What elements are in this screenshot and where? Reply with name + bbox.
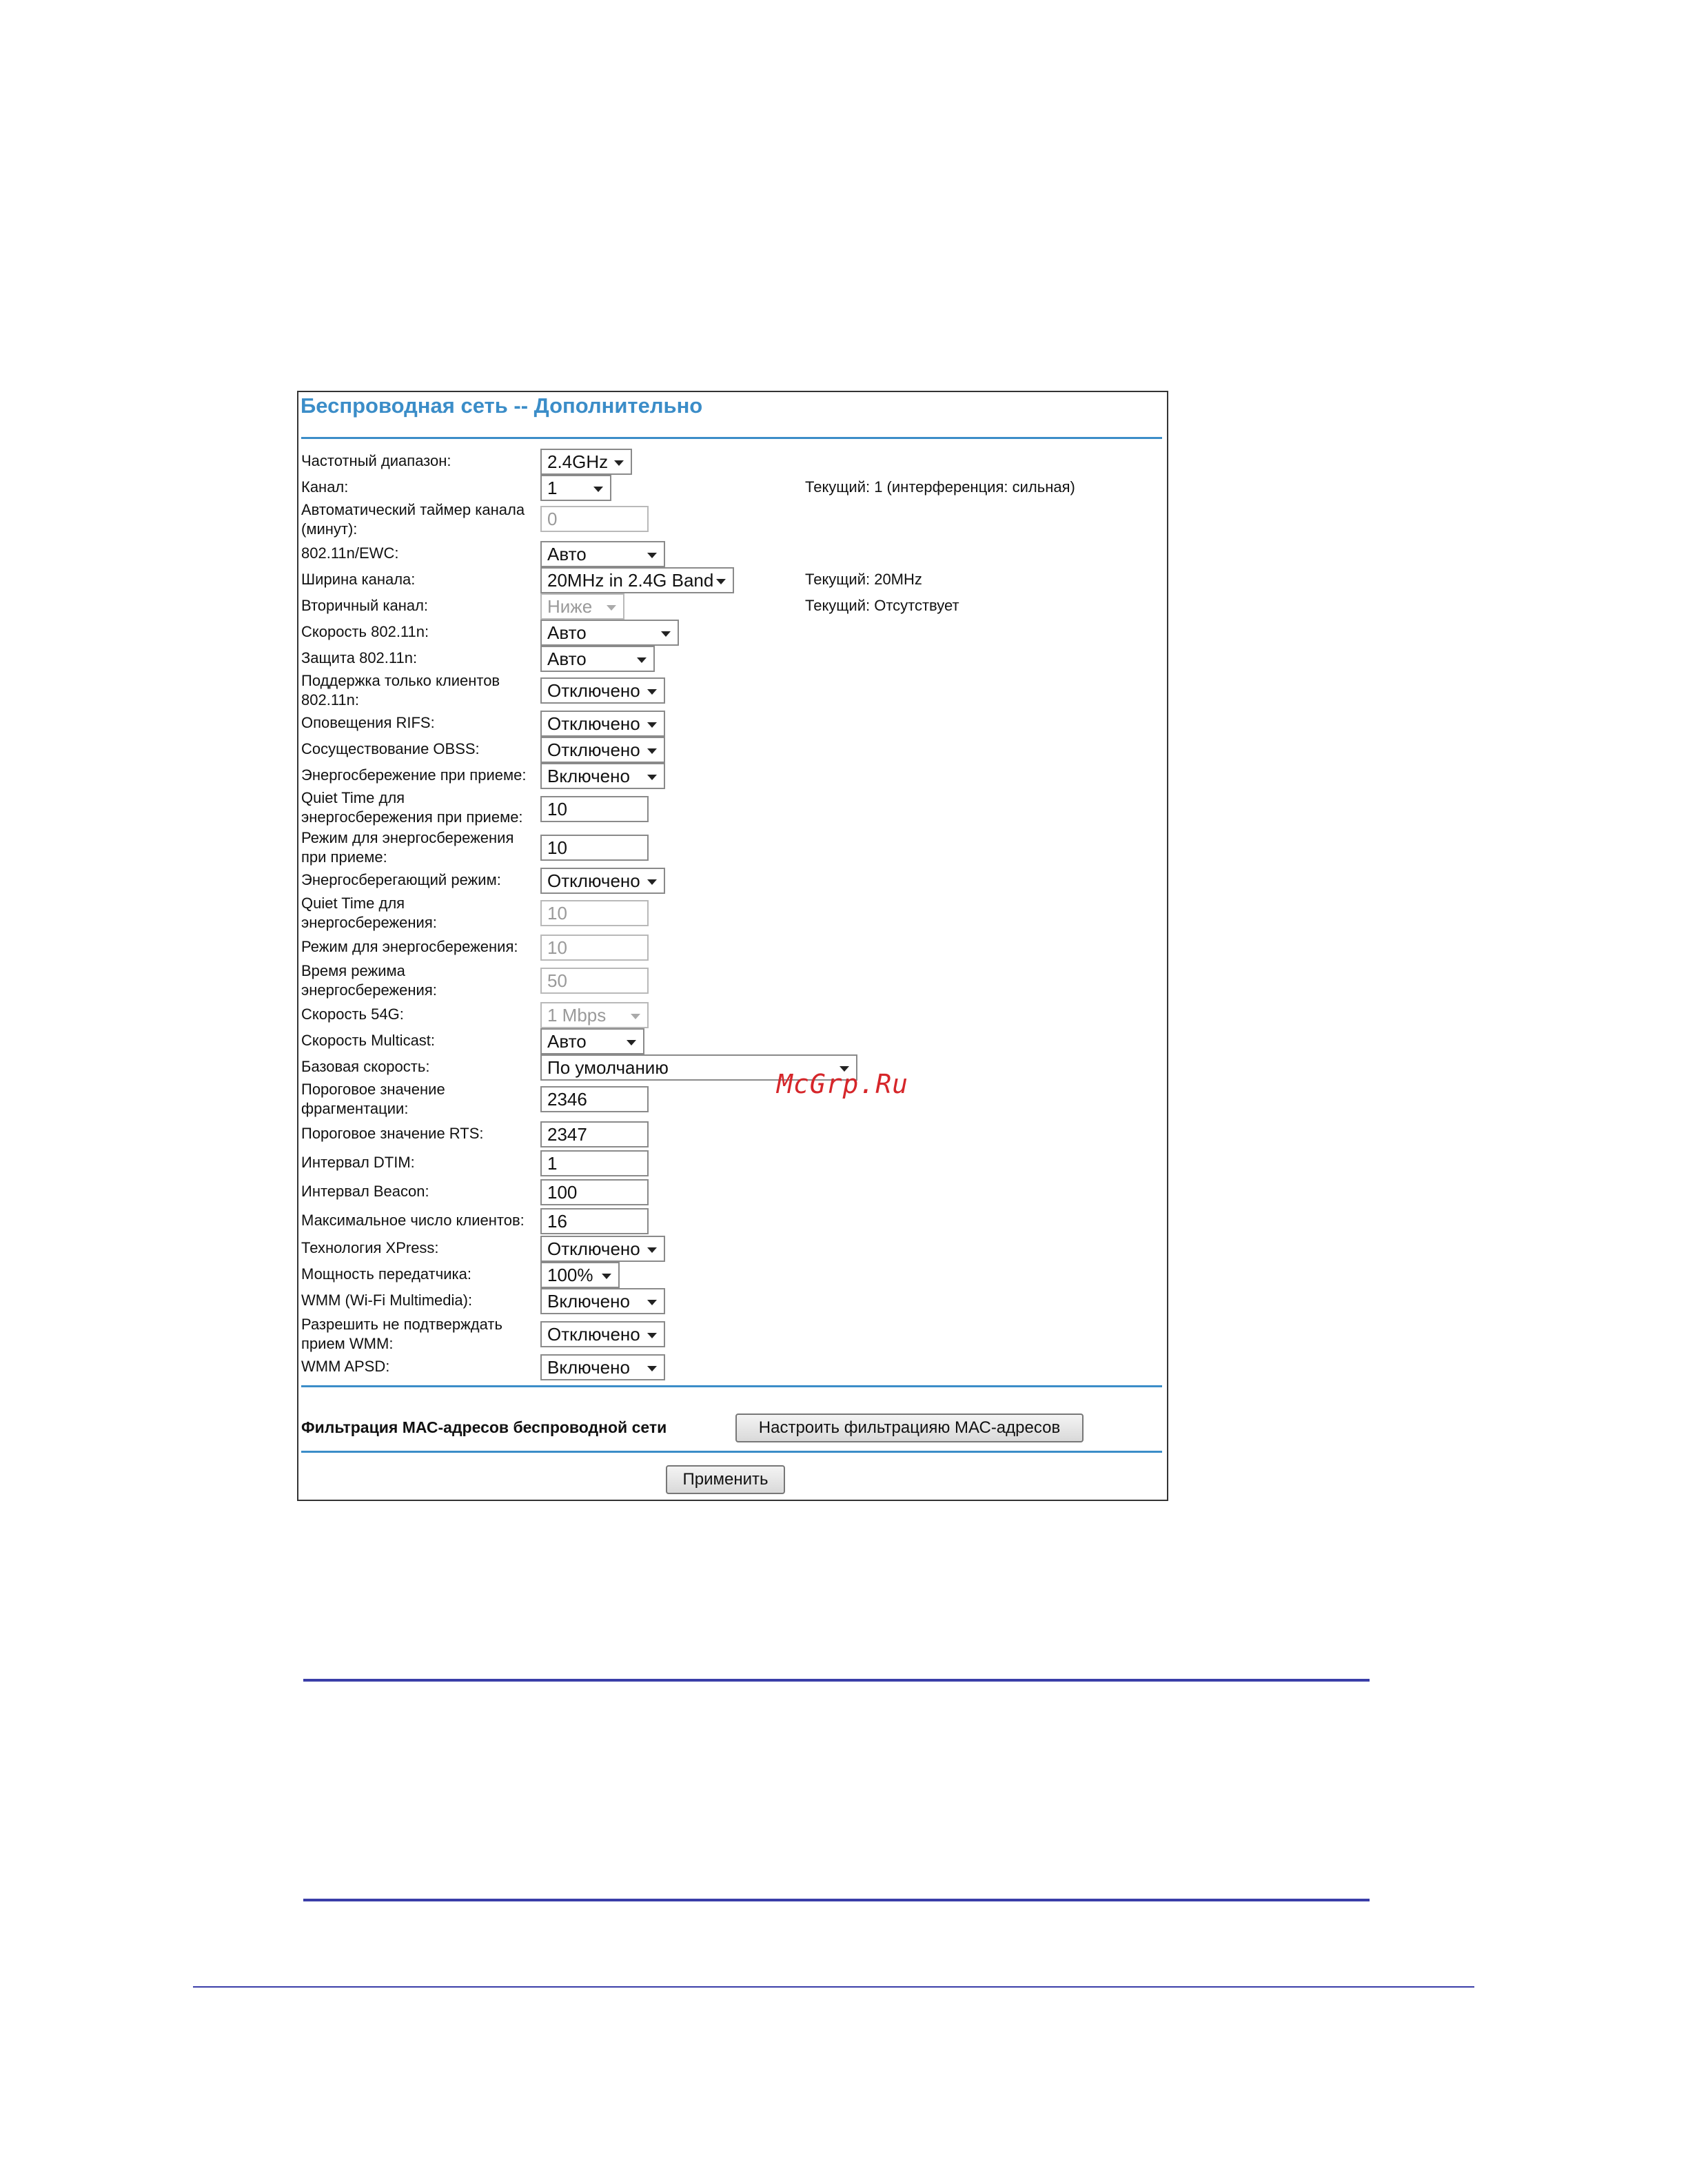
setting-label: Режим для энергосбережения при приеме: xyxy=(301,829,514,866)
setting-select[interactable] xyxy=(540,763,665,789)
setting-label: Сосуществование OBSS: xyxy=(301,740,480,757)
chevron-down-icon xyxy=(647,1366,657,1371)
setting-label: Скорость 802.11n: xyxy=(301,623,429,640)
setting-label: Время режима энергосбережения: xyxy=(301,962,437,999)
mac-divider xyxy=(301,1451,1162,1453)
form-divider xyxy=(301,1385,1162,1387)
chevron-down-icon xyxy=(647,1333,657,1338)
setting-value: Включено xyxy=(547,1291,630,1312)
section-rule-bottom xyxy=(303,1899,1370,1901)
setting-value: 10 xyxy=(547,937,567,958)
setting-input[interactable] xyxy=(540,835,649,861)
chevron-down-icon xyxy=(614,460,624,466)
setting-label: Мощность передатчика: xyxy=(301,1265,471,1283)
setting-value: 20MHz in 2.4G Band xyxy=(547,570,714,591)
setting-value: 1 Mbps xyxy=(547,1005,607,1025)
setting-label: Энергосбережение при приеме: xyxy=(301,766,527,784)
setting-input[interactable] xyxy=(540,968,649,994)
watermark: McGrp.Ru xyxy=(777,1069,909,1099)
setting-select[interactable] xyxy=(540,567,734,593)
setting-value: Авто xyxy=(547,544,587,564)
setting-value: Отключено xyxy=(547,1238,640,1259)
setting-input[interactable] xyxy=(540,1086,649,1112)
setting-value: 50 xyxy=(547,970,567,991)
setting-value: 2347 xyxy=(547,1124,587,1145)
setting-label: Режим для энергосбережения: xyxy=(301,938,518,955)
current-value-note: Текущий: 20MHz xyxy=(805,571,922,588)
setting-value: 1 xyxy=(547,1153,558,1174)
chevron-down-icon xyxy=(593,487,603,492)
setting-select[interactable] xyxy=(540,868,665,894)
setting-value: Отключено xyxy=(547,870,640,891)
chevron-down-icon xyxy=(627,1040,636,1045)
setting-value: По умолчанию xyxy=(547,1057,669,1078)
setting-label: Ширина канала: xyxy=(301,571,416,588)
setting-label: Канал: xyxy=(301,478,349,496)
setting-value: Отключено xyxy=(547,739,640,760)
current-value-note: Текущий: Отсутствует xyxy=(805,597,959,614)
setting-input[interactable] xyxy=(540,506,649,532)
setting-select[interactable] xyxy=(540,1028,644,1054)
setting-select[interactable] xyxy=(540,711,665,737)
setting-value: Ниже xyxy=(547,596,593,617)
setting-label: 802.11n/EWC: xyxy=(301,544,399,562)
setting-input[interactable] xyxy=(540,1121,649,1147)
chevron-down-icon xyxy=(647,553,657,558)
setting-select[interactable] xyxy=(540,541,665,567)
chevron-down-icon xyxy=(602,1274,611,1279)
setting-label: Поддержка только клиентов 802.11n: xyxy=(301,672,500,708)
chevron-down-icon xyxy=(647,689,657,695)
setting-value: 10 xyxy=(547,903,567,923)
setting-value: Отключено xyxy=(547,1324,640,1345)
setting-value: Авто xyxy=(547,649,587,669)
setting-select[interactable] xyxy=(540,1354,665,1380)
section-rule-top xyxy=(303,1679,1370,1682)
setting-value: 1 xyxy=(547,478,558,498)
chevron-down-icon xyxy=(716,579,726,584)
chevron-down-icon xyxy=(661,631,671,637)
setting-select[interactable] xyxy=(540,593,624,620)
setting-value: 0 xyxy=(547,509,558,529)
setting-label: Оповещения RIFS: xyxy=(301,714,435,731)
setting-value: 10 xyxy=(547,799,567,819)
setting-label: WMM (Wi-Fi Multimedia): xyxy=(301,1292,473,1309)
setting-value: Включено xyxy=(547,1357,630,1378)
setting-label: Quiet Time для энергосбережения: xyxy=(301,895,437,931)
setting-value: Авто xyxy=(547,1031,587,1052)
chevron-down-icon xyxy=(647,722,657,728)
setting-label: Базовая скорость: xyxy=(301,1058,430,1075)
page-footer-rule xyxy=(193,1986,1474,1988)
chevron-down-icon xyxy=(631,1014,640,1019)
setting-select[interactable] xyxy=(540,449,632,475)
setting-label: Пороговое значение RTS: xyxy=(301,1125,484,1142)
setting-label: Энергосберегающий режим: xyxy=(301,871,501,888)
setting-label: Автоматический таймер канала (минут): xyxy=(301,501,525,538)
setting-select[interactable] xyxy=(540,646,655,672)
setting-label: Технология XPress: xyxy=(301,1239,439,1256)
apply-button[interactable]: Применить xyxy=(666,1465,785,1494)
setting-value: 2346 xyxy=(547,1089,587,1110)
setting-value: 10 xyxy=(547,837,567,858)
setting-input[interactable] xyxy=(540,900,649,926)
setting-label: Пороговое значение фрагментации: xyxy=(301,1081,445,1117)
setting-select[interactable] xyxy=(540,1262,620,1288)
setting-label: Максимальное число клиентов: xyxy=(301,1212,525,1229)
setting-label: Разрешить не подтверждать прием WMM: xyxy=(301,1316,502,1352)
setting-value: Отключено xyxy=(547,680,640,701)
setting-select[interactable] xyxy=(540,1321,665,1347)
setting-input[interactable] xyxy=(540,1208,649,1234)
setting-label: Частотный диапазон: xyxy=(301,452,451,469)
setting-value: 100 xyxy=(547,1182,578,1203)
chevron-down-icon xyxy=(647,1247,657,1253)
setting-label: Quiet Time для энергосбережения при приеме: xyxy=(301,789,523,826)
page-title: Беспроводная сеть -- Дополнительно xyxy=(301,394,703,418)
setting-select[interactable] xyxy=(540,1236,665,1262)
setting-label: Интервал DTIM: xyxy=(301,1154,415,1171)
setting-select[interactable] xyxy=(540,677,665,704)
setting-label: Скорость 54G: xyxy=(301,1006,404,1023)
configure-mac-filter-button[interactable]: Настроить фильтрацияю МАС-адресов xyxy=(735,1414,1084,1442)
chevron-down-icon xyxy=(647,775,657,780)
setting-label: Вторичный канал: xyxy=(301,597,429,614)
current-value-note: Текущий: 1 (интерференция: сильная) xyxy=(805,478,1075,496)
setting-value: Авто xyxy=(547,622,587,643)
setting-input[interactable] xyxy=(540,796,649,822)
mac-filter-label: Фильтрация МАС-адресов беспроводной сети xyxy=(301,1418,667,1436)
setting-value: Включено xyxy=(547,766,630,786)
setting-select[interactable] xyxy=(540,475,611,501)
setting-label: Интервал Beacon: xyxy=(301,1183,429,1200)
chevron-down-icon xyxy=(607,605,616,611)
chevron-down-icon xyxy=(647,879,657,885)
setting-input[interactable] xyxy=(540,1150,649,1176)
setting-value: 16 xyxy=(547,1211,567,1232)
setting-label: WMM APSD: xyxy=(301,1358,390,1375)
title-divider xyxy=(301,437,1162,439)
setting-select[interactable] xyxy=(540,1288,665,1314)
setting-value: Отключено xyxy=(547,713,640,734)
setting-select[interactable] xyxy=(540,620,679,646)
setting-input[interactable] xyxy=(540,1179,649,1205)
setting-label: Скорость Multicast: xyxy=(301,1032,436,1049)
setting-select[interactable] xyxy=(540,1002,649,1028)
setting-input[interactable] xyxy=(540,935,649,961)
chevron-down-icon xyxy=(647,748,657,754)
chevron-down-icon xyxy=(647,1300,657,1305)
setting-value: 100% xyxy=(547,1265,593,1285)
setting-value: 2.4GHz xyxy=(547,451,609,472)
setting-select[interactable] xyxy=(540,737,665,763)
setting-label: Защита 802.11n: xyxy=(301,649,418,666)
chevron-down-icon xyxy=(637,657,647,663)
